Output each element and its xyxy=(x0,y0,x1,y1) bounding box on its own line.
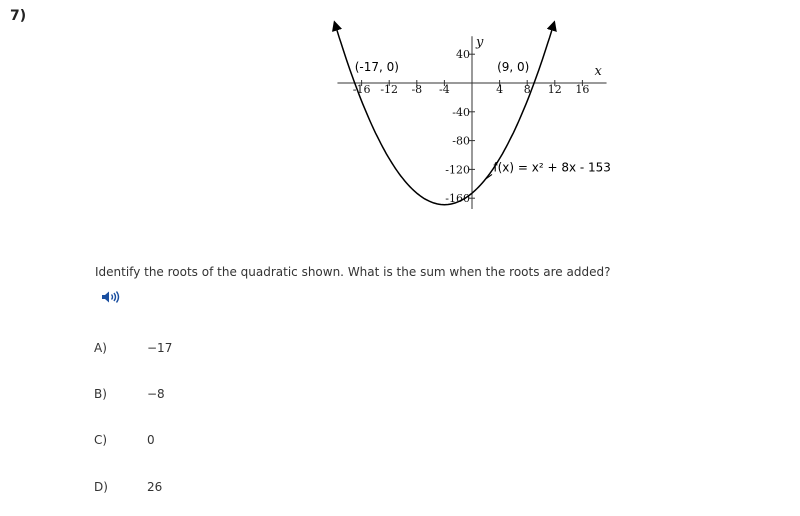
root-points xyxy=(355,60,530,74)
choice-value: 26 xyxy=(147,480,163,494)
y-axis-label: y xyxy=(476,35,484,51)
choice-letter: C) xyxy=(94,433,108,447)
y-tick-label: -120 xyxy=(445,163,470,177)
y-tick-label: -40 xyxy=(452,105,470,119)
parabola-graph xyxy=(0,0,800,250)
x-tick-label: 12 xyxy=(547,83,562,96)
y-tick-label: -160 xyxy=(445,192,470,206)
x-tick-label: 4 xyxy=(496,83,504,96)
choice-value: −8 xyxy=(147,387,165,401)
choice-value: 0 xyxy=(147,433,155,447)
x-tick-label: -4 xyxy=(439,83,450,96)
root-point-label: (-17, 0) xyxy=(354,60,399,74)
choice-letter: B) xyxy=(94,387,107,401)
x-axis-label: x xyxy=(594,64,602,79)
question-number: 7) xyxy=(10,8,27,24)
x-tick-label: -12 xyxy=(380,83,399,96)
speaker-icon[interactable] xyxy=(101,290,121,304)
choice-letter: A) xyxy=(94,341,107,355)
x-tick-label: -8 xyxy=(411,83,423,96)
y-tick-label: 40 xyxy=(456,48,470,62)
question-text: Identify the roots of the quadratic shown. What is the sum when the roots are added? xyxy=(95,265,611,279)
parabola-curve xyxy=(336,25,554,204)
y-tick-label: -80 xyxy=(452,134,470,148)
function-label: f(x) = x² + 8x - 153 xyxy=(493,160,611,175)
x-tick-label: 16 xyxy=(575,83,590,96)
root-point-label: (9, 0) xyxy=(497,60,530,74)
x-tick-label: -16 xyxy=(352,83,371,96)
choice-value: −17 xyxy=(147,341,173,355)
x-tick-label: 8 xyxy=(523,83,531,96)
choice-letter: D) xyxy=(94,480,108,494)
